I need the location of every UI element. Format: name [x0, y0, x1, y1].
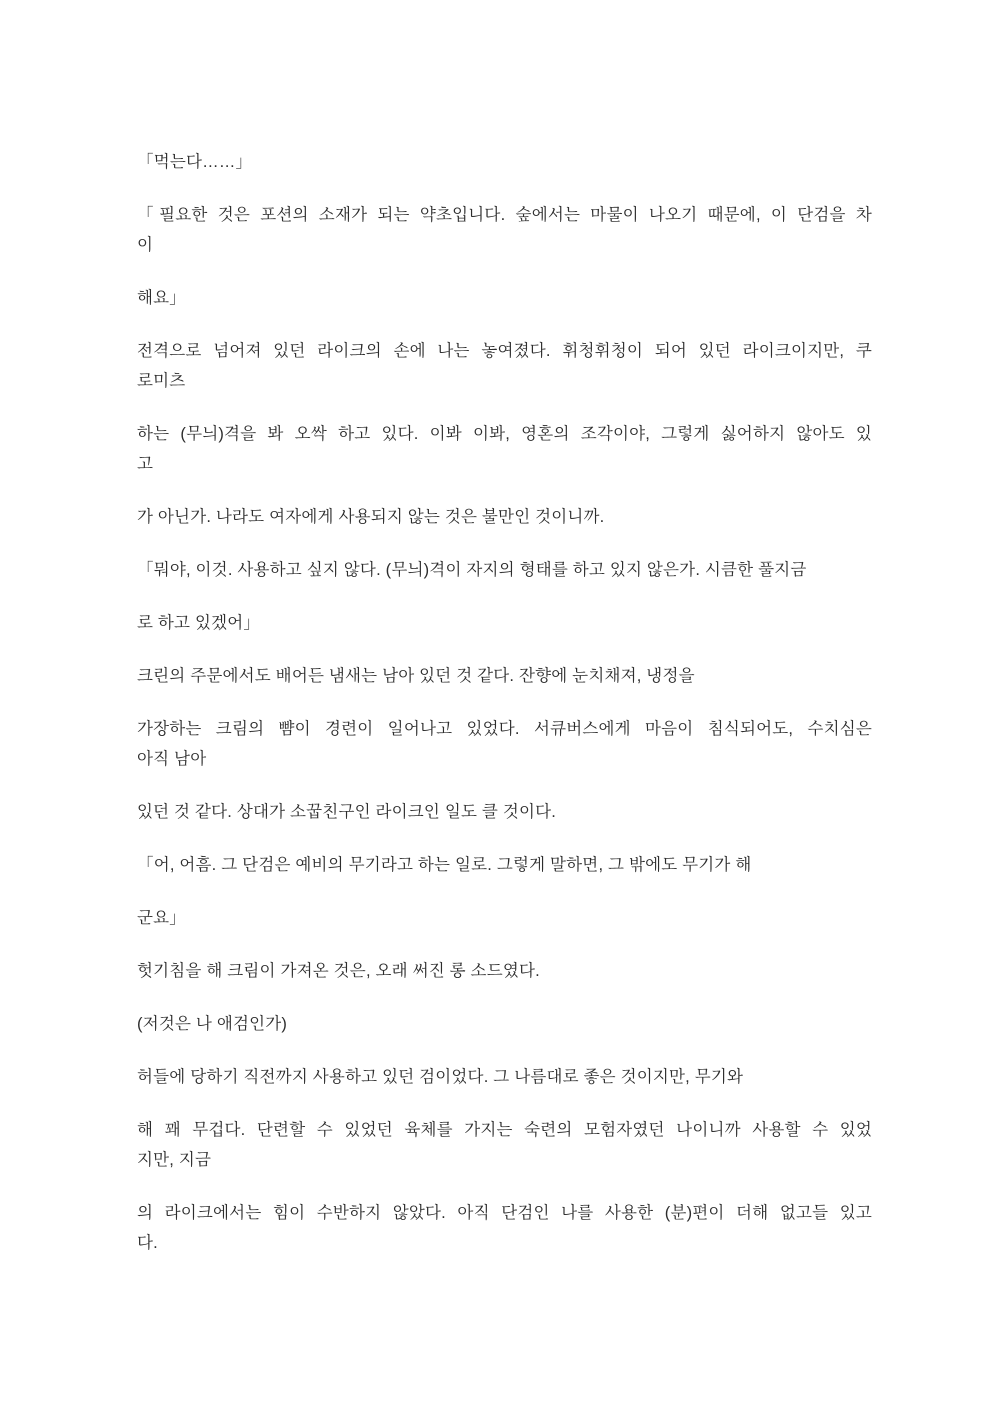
text-line: 고 — [137, 455, 154, 473]
text-line: 이 — [137, 236, 154, 254]
paragraph — [137, 555, 872, 585]
paragraph — [137, 714, 872, 774]
paragraph — [137, 419, 872, 479]
paragraph — [137, 1062, 872, 1092]
paragraph — [137, 797, 872, 827]
paragraph — [137, 283, 872, 313]
text-line: 군요」 — [137, 909, 186, 927]
text-line: 지만, 지금 — [137, 1151, 212, 1169]
paragraph — [137, 850, 872, 880]
text-line: 허들에 당하기 직전까지 사용하고 있던 검이었다. 그 나름대로 좋은 것이지만, 무기와 — [137, 1068, 744, 1086]
paragraph — [137, 661, 872, 691]
paragraph — [137, 336, 872, 396]
text-line: 「어, 어흠. 그 단검은 예비의 무기라고 하는 일로. 그렇게 말하면, 그 밖에도 무기가 해 — [137, 856, 752, 874]
text-line: 「뭐야, 이것. 사용하고 싶지 않다. (무늬)격이 자지의 형태를 하고 있지 않은가. 시큼한 풀지금 — [137, 561, 807, 579]
paragraph — [137, 1198, 872, 1258]
paragraph — [137, 903, 872, 933]
text-line: 다. — [137, 1234, 158, 1252]
text-line: 해 꽤 무겁다. 단련할 수 있었던 육체를 가지는 숙련의 모험자였던 나이니까 사용할 수 있었 — [137, 1121, 872, 1139]
text-line: 헛기침을 해 크림이 가져온 것은, 오래 써진 롱 소드였다. — [137, 962, 540, 980]
text-line: 전격으로 넘어져 있던 라이크의 손에 나는 놓여졌다. 휘청휘청이 되어 있던 라이크이지만, 쿠 — [137, 342, 872, 360]
text-line: 크린의 주문에서도 배어든 냄새는 남아 있던 것 같다. 잔향에 눈치채져, 냉정을 — [137, 667, 695, 685]
paragraph — [137, 956, 872, 986]
text-line: 하는 (무늬)격을 봐 오싹 하고 있다. 이봐 이봐, 영혼의 조각이야, 그렇게 싫어하지 않아도 있 — [137, 425, 872, 443]
text-line: (저것은 나 애검인가) — [137, 1015, 288, 1033]
paragraph — [137, 502, 872, 532]
novel-text — [137, 147, 872, 1258]
text-line: 해요」 — [137, 289, 186, 307]
paragraph — [137, 147, 872, 177]
text-line: 가 아닌가. 나라도 여자에게 사용되지 않는 것은 불만인 것이니까. — [137, 508, 605, 526]
text-line: 「먹는다……」 — [137, 153, 253, 171]
text-line: 있던 것 같다. 상대가 소꿉친구인 라이크인 일도 클 것이다. — [137, 803, 557, 821]
text-line: 아직 남아 — [137, 750, 207, 768]
text-line: 「필요한 것은 포션의 소재가 되는 약초입니다. 숲에서는 마물이 나오기 때문에, 이 단검을 차 — [137, 206, 872, 224]
text-line: 의 라이크에서는 힘이 수반하지 않았다. 아직 단검인 나를 사용한 (분)편이 더해 없고들 있고 — [137, 1204, 872, 1222]
text-line: 로 하고 있겠어」 — [137, 614, 261, 632]
paragraph — [137, 608, 872, 638]
paragraph — [137, 1115, 872, 1175]
paragraph — [137, 1009, 872, 1039]
text-line: 가장하는 크림의 뺨이 경련이 일어나고 있었다. 서큐버스에게 마음이 침식되어도, 수치심은 — [137, 720, 872, 738]
paragraph — [137, 200, 872, 260]
text-line: 로미츠 — [137, 372, 186, 390]
